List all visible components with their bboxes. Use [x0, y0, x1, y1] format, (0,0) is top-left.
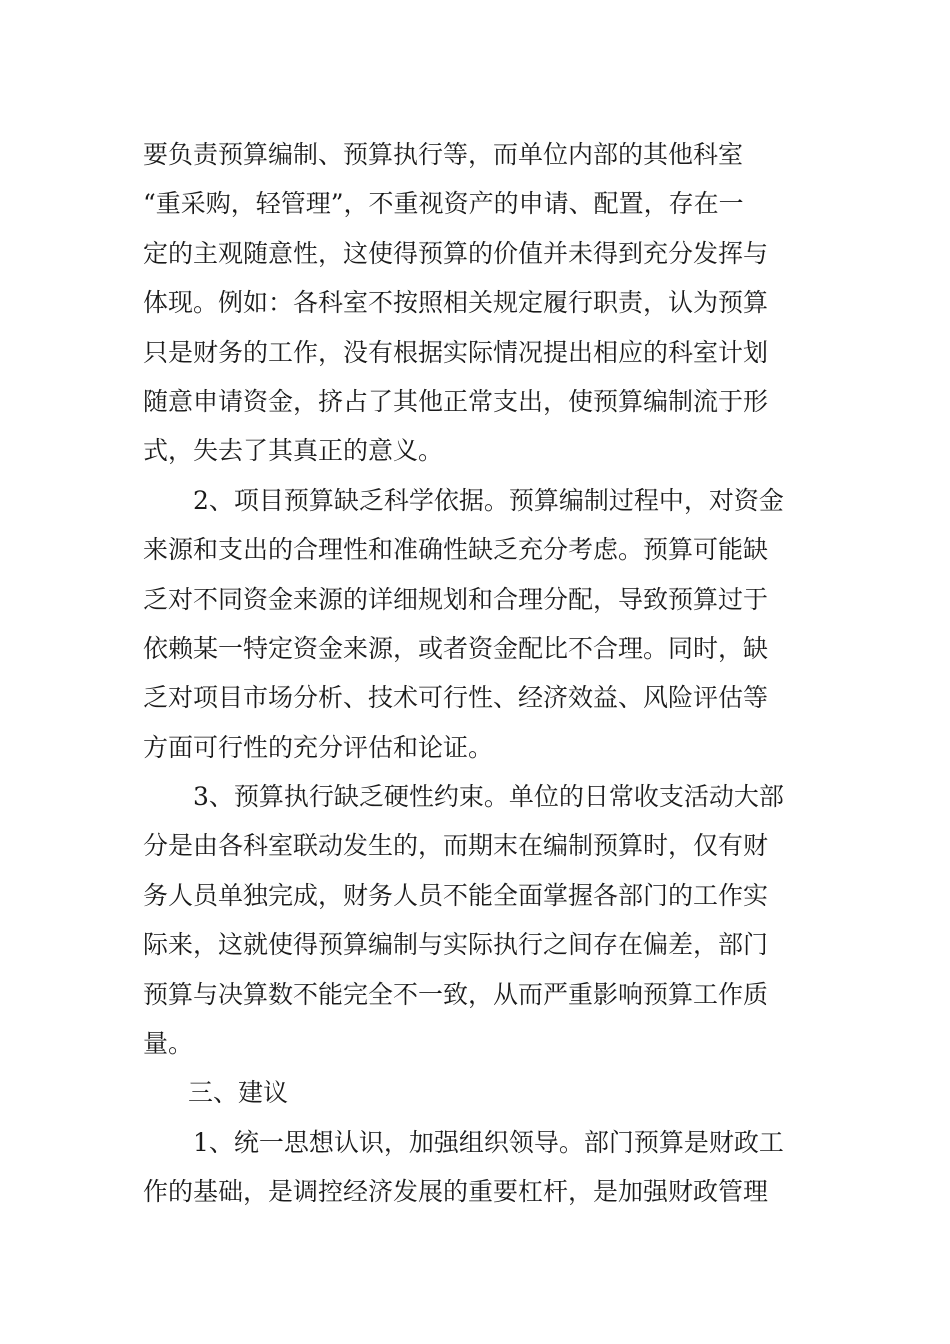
- paragraph-first-line: 1、统一思想认识，加强组织领导。部门预算是财政工: [193, 1127, 784, 1157]
- paragraph-line: 量。: [143, 1029, 194, 1059]
- paragraph-first-line: 2、项目预算缺乏科学依据。预算编制过程中，对资金: [193, 485, 784, 515]
- paragraph-line: 定的主观随意性，这使得预算的价值并未得到充分发挥与: [143, 238, 769, 268]
- document-body: [143, 130, 823, 1217]
- paragraph-line: 预算与决算数不能完全不一致，从而严重影响预算工作质: [143, 979, 769, 1009]
- section-heading: 三、建议: [188, 1078, 289, 1108]
- paragraph-line: 依赖某一特定资金来源，或者资金配比不合理。同时，缺: [143, 633, 769, 663]
- paragraph-line: 式，失去了其真正的意义。: [143, 436, 444, 466]
- paragraph-line: 乏对不同资金来源的详细规划和合理分配，导致预算过于: [143, 584, 769, 614]
- paragraph-line: 体现。例如：各科室不按照相关规定履行职责，认为预算: [143, 288, 769, 318]
- paragraph-line: 要负责预算编制、预算执行等，而单位内部的其他科室: [143, 140, 744, 169]
- paragraph-line: 作的基础，是调控经济发展的重要杠杆，是加强财政管理: [143, 1177, 769, 1207]
- paragraph-line: 只是财务的工作，没有根据实际情况提出相应的科室计划: [143, 337, 769, 367]
- paragraph-line: 乏对项目市场分析、技术可行性、经济效益、风险评估等: [143, 683, 769, 713]
- paragraph-line: 随意申请资金，挤占了其他正常支出，使预算编制流于形: [143, 386, 769, 416]
- paragraph-line: 方面可行性的充分评估和论证。: [143, 732, 494, 762]
- paragraph-line: 来源和支出的合理性和准确性缺乏充分考虑。预算可能缺: [143, 535, 769, 565]
- paragraph-line: 务人员单独完成，财务人员不能全面掌握各部门的工作实: [143, 880, 769, 910]
- paragraph-line: 分是由各科室联动发生的，而期末在编制预算时，仅有财: [143, 831, 769, 861]
- paragraph-first-line: 3、预算执行缺乏硬性约束。单位的日常收支活动大部: [193, 782, 784, 812]
- paragraph-line: 际来，这就使得预算编制与实际执行之间存在偏差，部门: [143, 930, 769, 960]
- paragraph-line: “重采购，轻管理”，不重视资产的申请、配置，存在一: [143, 189, 744, 219]
